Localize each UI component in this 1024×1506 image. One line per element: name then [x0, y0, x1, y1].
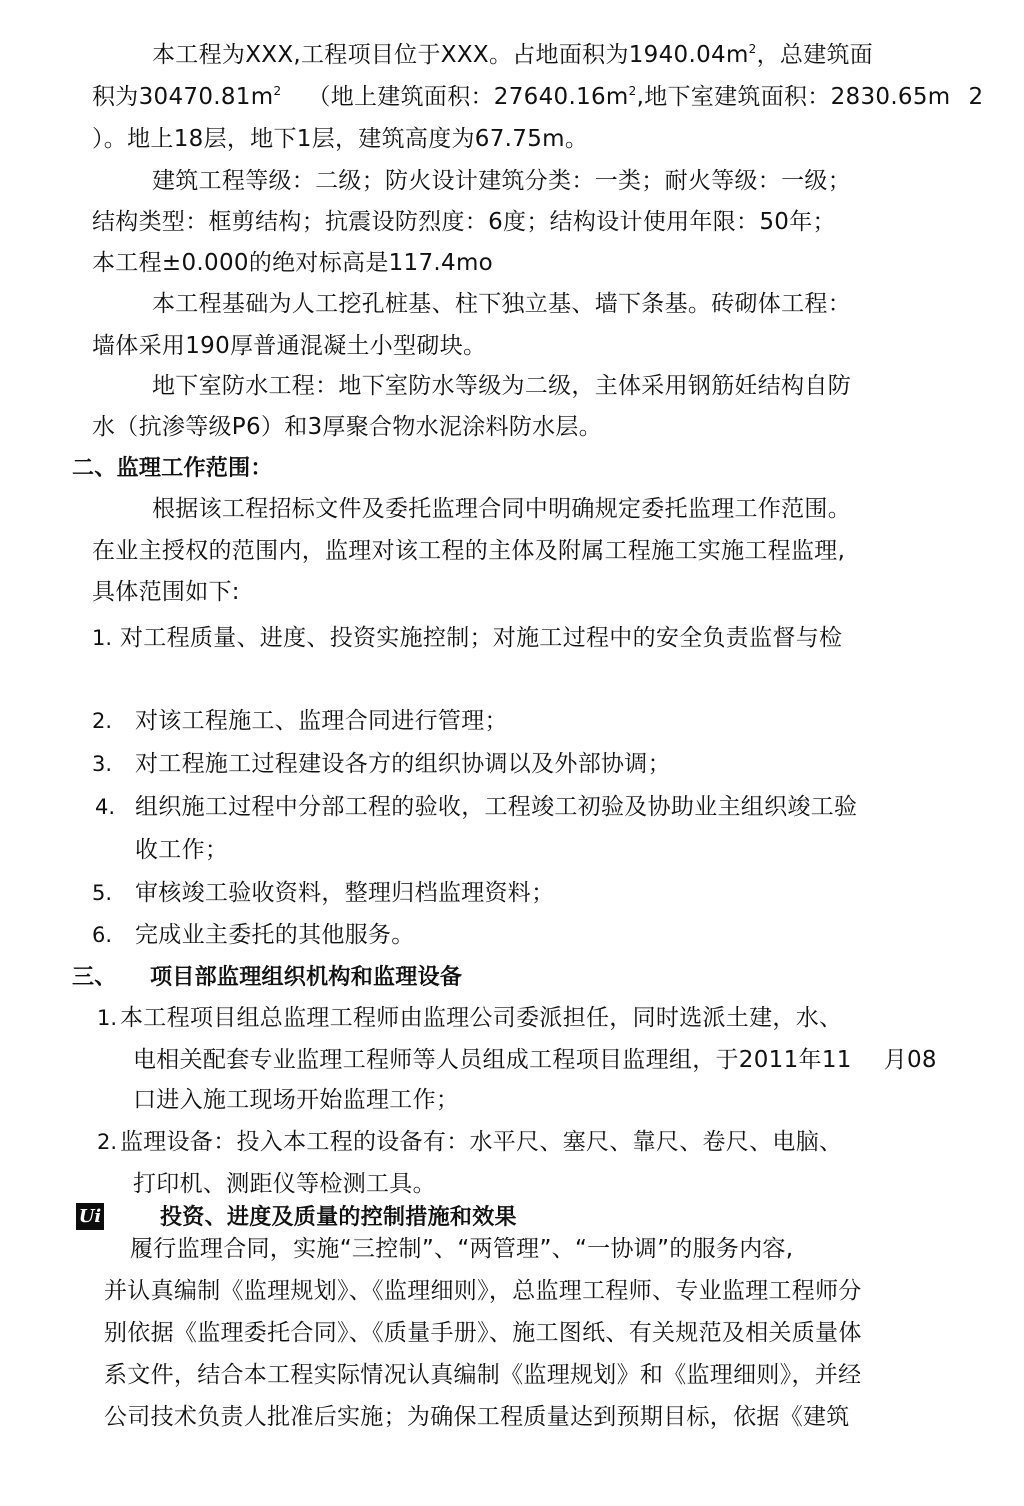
list-item-continued-b: 月08 [883, 1047, 937, 1073]
section4-line: 别依据《监理委托合同》、《质量手册》、施工图纸、有关规范及相关质量体 [104, 1320, 862, 1346]
list-item-number: 3. [92, 752, 113, 776]
para3-line1: 本工程基础为人工挖孔桩基、柱下独立基、墙下条基。砖砌体工程： [152, 291, 851, 317]
list-item: 对工程质量、进度、投资实施控制；对施工过程中的安全负责监督与检 [120, 625, 843, 651]
list-item: 本工程项目组总监理工程师由监理公司委派担任，同时选派土建，水、 [120, 1005, 843, 1031]
para4-line1: 地下室防水工程：地下室防水等级为二级，主体采用钢筋妊结构自防 [152, 373, 851, 399]
para1-line2-b: （地上建筑面积：27640.16m [307, 84, 629, 110]
list-item-number: 4. [95, 795, 116, 819]
para1-line1 [152, 40, 873, 70]
para1-line2-c: ,地下室建筑面积：2830.65m [636, 84, 951, 110]
list-item: 对工程施工过程建设各方的组织协调以及外部协调； [135, 751, 671, 777]
list-item: 监理设备：投入本工程的设备有：水平尺、塞尺、靠尺、卷尺、电脑、 [120, 1129, 843, 1155]
list-item: 对该工程施工、监理合同进行管理； [135, 708, 508, 734]
superscript: 2 [628, 84, 637, 98]
para1-line1-text: 本工程为XXX,工程项目位于XXX。占地面积为1940.04m [152, 42, 749, 68]
list-item-number: 6. [92, 923, 113, 947]
section4-line: 履行监理合同，实施“三控制”、“两管理”、“一协调”的服务内容, [130, 1236, 794, 1262]
section4-marker-icon: Ui [76, 1203, 104, 1230]
para1-line2-d: 2 [968, 84, 984, 110]
superscript: 2 [273, 84, 282, 98]
list-item-continued: 口进入施工现场开始监理工作； [133, 1087, 460, 1113]
section4-line: 公司技术负责人批准后实施；为确保工程质量达到预期目标，依据《建筑 [104, 1404, 850, 1430]
list-item: 完成业主委托的其他服务。 [135, 922, 415, 948]
para4-line2: 水（抗渗等级P6）和3厚聚合物水泥涂料防水层。 [92, 414, 603, 440]
section4-line: 系文件，结合本工程实际情况认真编制《监理规划》和《监理细则》，并经 [104, 1362, 862, 1388]
section3-heading-number: 三、 [72, 964, 117, 990]
superscript: 2 [748, 42, 757, 56]
para1-line3: ）。地上18层，地下1层，建筑高度为67.75m。 [92, 126, 589, 152]
list-item-number: 1. [97, 1006, 118, 1030]
list-item-continued: 打印机、测距仪等检测工具。 [133, 1171, 436, 1197]
section2-intro3: 具体范围如下: [92, 579, 240, 605]
section4-heading: 投资、进度及质量的控制措施和效果 [160, 1204, 517, 1230]
list-item-number: 1. [92, 626, 113, 650]
list-item-continued-a: 电相关配套专业监理工程师等人员组成工程项目监理组，于2011年11 [133, 1047, 852, 1073]
para1-line2-a: 积为30470.81m [92, 84, 274, 110]
section2-intro2: 在业主授权的范围内，监理对该工程的主体及附属工程施工实施工程监理, [92, 538, 846, 564]
list-item-number: 2. [97, 1130, 118, 1154]
para3-line2: 墙体采用190厚普通混凝土小型砌块。 [92, 333, 487, 359]
para2-line3: 本工程±0.000的绝对标高是117.4mo [92, 250, 494, 276]
section3-heading: 项目部监理组织机构和监理设备 [150, 964, 463, 990]
para2-line1: 建筑工程等级：二级；防火设计建筑分类：一类；耐火等级：一级； [152, 168, 851, 194]
para1-line2 [92, 82, 983, 112]
list-item: 审核竣工验收资料，整理归档监理资料； [135, 880, 555, 906]
section2-heading: 二、监理工作范围： [72, 455, 273, 481]
para2-line2: 结构类型：框剪结构；抗震设防烈度：6度；结构设计使用年限：50年； [92, 209, 836, 235]
list-item-number: 2. [92, 709, 113, 733]
list-item-number: 5. [92, 881, 113, 905]
list-item-continued: 收工作； [135, 837, 229, 863]
section4-line: 并认真编制《监理规划》、《监理细则》，总监理工程师、专业监理工程师分 [104, 1278, 862, 1304]
para1-line1-tail: ，总建筑面 [756, 42, 874, 68]
list-item-continued [133, 1045, 937, 1075]
section2-intro1: 根据该工程招标文件及委托监理合同中明确规定委托监理工作范围。 [152, 496, 851, 522]
list-item: 组织施工过程中分部工程的验收，工程竣工初验及协助业主组织竣工验 [135, 794, 858, 820]
